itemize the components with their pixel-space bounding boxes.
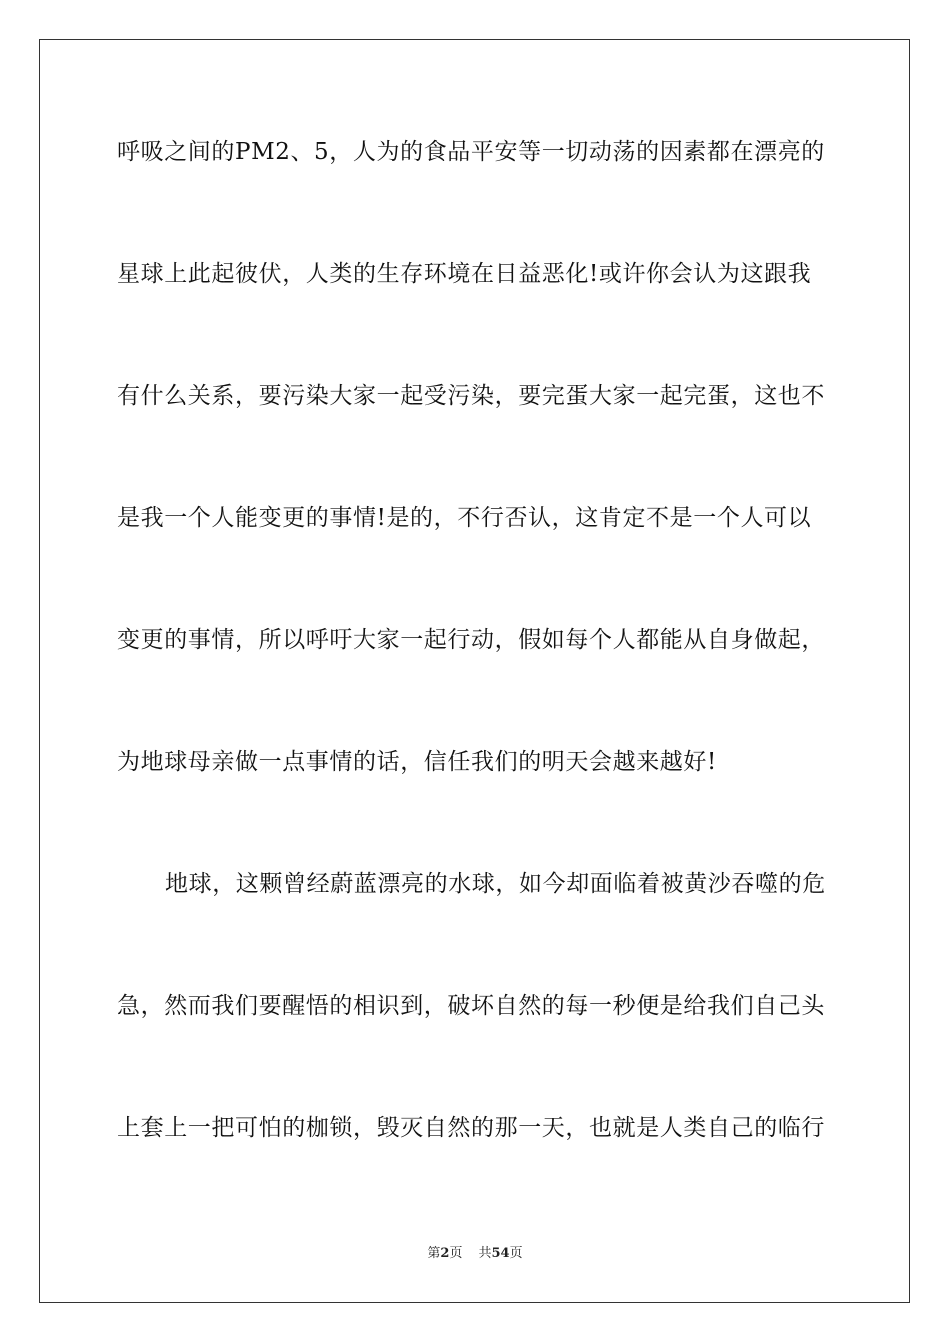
body-text-line: 上套上一把可怕的枷锁，毁灭自然的那一天，也就是人类自己的临行 [117,1115,825,1141]
body-text-line: 呼吸之间的PM2、5，人为的食品平安等一切动荡的因素都在漂亮的 [117,139,825,165]
body-text-line: 是我一个人能变更的事情!是的，不行否认，这肯定不是一个人可以 [117,505,812,531]
body-text-line: 为地球母亲做一点事情的话，信任我们的明天会越来越好! [117,749,717,775]
page-footer [0,1246,950,1262]
body-text-line: 急，然而我们要醒悟的相识到，破坏自然的每一秒便是给我们自己头 [117,993,825,1019]
footer-total-pages: 54 [491,1246,510,1261]
paragraph-start-line: 地球，这颗曾经蔚蓝漂亮的水球，如今却面临着被黄沙吞噬的危 [165,871,826,897]
footer-page-prefix: 第 [427,1246,441,1261]
body-text-line: 变更的事情，所以呼吁大家一起行动，假如每个人都能从自身做起， [117,627,825,653]
footer-page-number: 2 [440,1246,450,1261]
body-text-line: 有什么关系，要污染大家一起受污染，要完蛋大家一起完蛋，这也不 [117,383,825,409]
footer-page-suffix: 页 [449,1246,463,1261]
footer-total-suffix: 页 [509,1246,523,1261]
body-text-line: 星球上此起彼伏，人类的生存环境在日益恶化!或许你会认为这跟我 [117,261,812,287]
footer-total-prefix: 共 [478,1246,492,1261]
